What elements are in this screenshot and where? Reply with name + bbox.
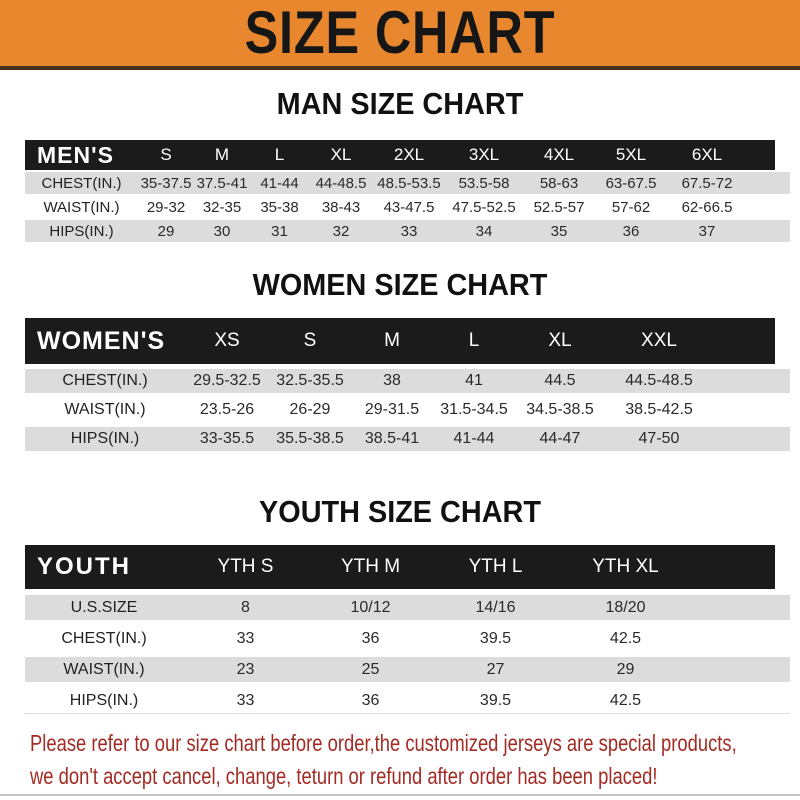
- row-label: CHEST(IN.): [61, 629, 147, 647]
- women-table-label: WOMEN'S: [37, 326, 166, 355]
- youth-hips-row: [25, 688, 790, 713]
- table-cell: 27: [486, 660, 505, 678]
- table-cell: 58-63: [539, 174, 579, 192]
- table-cell: 10/12: [350, 598, 391, 616]
- table-cell: 33-35.5: [199, 430, 255, 447]
- men-column-header: S: [160, 145, 172, 164]
- table-cell: 33: [236, 629, 255, 647]
- women-chest-row: [25, 369, 790, 393]
- men-size-table: [25, 140, 790, 242]
- row-label: CHEST(IN.): [62, 372, 148, 389]
- men-column-header: L: [274, 145, 285, 164]
- table-cell: 39.5: [479, 629, 512, 647]
- men-column-header: 4XL: [543, 145, 575, 164]
- table-cell: 35: [550, 222, 568, 240]
- banner: [0, 0, 800, 70]
- men-table-header-row: [25, 140, 775, 170]
- row-label: WAIST(IN.): [63, 660, 145, 678]
- bottom-divider: [0, 794, 800, 796]
- table-cell: 36: [622, 222, 640, 240]
- youth-waist-row: [25, 657, 790, 682]
- table-cell: 47.5-52.5: [452, 198, 516, 216]
- table-cell: 44.5-48.5: [625, 372, 693, 389]
- men-section-heading: MAN SIZE CHART: [276, 86, 524, 121]
- table-cell: 42.5: [609, 691, 642, 709]
- table-cell: 38.5-41: [364, 430, 420, 447]
- table-cell: 31: [271, 222, 288, 240]
- table-cell: 67.5-72: [681, 174, 733, 192]
- table-cell: 34.5-38.5: [526, 401, 594, 418]
- table-cell: 57-62: [611, 198, 651, 216]
- men-chest-row: [25, 172, 790, 194]
- table-cell: 42.5: [609, 629, 642, 647]
- table-cell: 44-47: [539, 430, 581, 447]
- women-table-header-row: [25, 318, 775, 364]
- youth-column-header: YTH M: [340, 556, 401, 577]
- row-label: U.S.SIZE: [70, 598, 138, 616]
- women-column-header: S: [303, 330, 317, 351]
- table-cell: 36: [361, 629, 380, 647]
- table-cell: 62-66.5: [681, 198, 733, 216]
- table-cell: 34: [475, 222, 493, 240]
- women-column-header: XL: [548, 330, 572, 351]
- table-cell: 41-44: [453, 430, 495, 447]
- women-hips-row: [25, 427, 790, 451]
- youth-chest-row: [25, 626, 790, 651]
- table-cell: 25: [361, 660, 380, 678]
- table-cell: 38.5-42.5: [625, 401, 693, 418]
- table-cell: 53.5-58: [458, 174, 510, 192]
- table-cell: 18/20: [605, 598, 646, 616]
- table-cell: 23: [236, 660, 255, 678]
- women-column-header: L: [468, 330, 480, 351]
- men-column-header: M: [214, 145, 230, 164]
- men-hips-row: [25, 220, 790, 242]
- men-column-header: 6XL: [691, 145, 723, 164]
- youth-table-label: YOUTH: [37, 553, 131, 580]
- women-column-header: XXL: [641, 330, 677, 351]
- men-table-label: MEN'S: [37, 141, 114, 168]
- table-cell: 38-43: [321, 198, 361, 216]
- table-cell: 44-48.5: [315, 174, 367, 192]
- women-section-heading: WOMEN SIZE CHART: [252, 267, 548, 302]
- table-cell: 26-29: [289, 401, 331, 418]
- table-cell: 43-47.5: [383, 198, 435, 216]
- table-cell: 41: [465, 372, 483, 389]
- youth-table-header-row: [25, 545, 775, 589]
- table-cell: 33: [400, 222, 418, 240]
- row-label: WAIST(IN.): [64, 401, 146, 418]
- men-column-header: 3XL: [468, 145, 500, 164]
- table-cell: 52.5-57: [533, 198, 585, 216]
- youth-section-heading: YOUTH SIZE CHART: [259, 494, 541, 529]
- row-label: WAIST(IN.): [43, 198, 120, 216]
- table-cell: 29: [616, 660, 635, 678]
- table-cell: 37.5-41: [196, 174, 248, 192]
- table-cell: 30: [213, 222, 231, 240]
- men-column-header: 2XL: [393, 145, 425, 164]
- women-waist-row: [25, 398, 790, 422]
- table-cell: 14/16: [475, 598, 516, 616]
- youth-size-table: [25, 545, 790, 714]
- table-cell: 29: [157, 222, 175, 240]
- row-label: HIPS(IN.): [70, 430, 140, 447]
- table-cell: 29.5-32.5: [193, 372, 261, 389]
- table-cell: 48.5-53.5: [377, 174, 441, 192]
- table-cell: 31.5-34.5: [440, 401, 508, 418]
- disclaimer-line-1: Please refer to our size chart before order,the customized jerseys are special products,: [30, 730, 737, 756]
- row-label: CHEST(IN.): [41, 174, 122, 192]
- table-cell: 33: [236, 691, 255, 709]
- page-title: SIZE CHART: [244, 0, 556, 66]
- table-cell: 41-44: [260, 174, 299, 192]
- table-cell: 47-50: [638, 430, 680, 447]
- table-cell: 63-67.5: [605, 174, 657, 192]
- table-cell: 35-37.5: [140, 174, 192, 192]
- table-cell: 29-31.5: [364, 401, 420, 418]
- women-size-table: [25, 318, 790, 451]
- men-waist-row: [25, 196, 790, 218]
- disclaimer-line-2: we don't accept cancel, change, teturn or refund after order has been placed!: [30, 763, 658, 789]
- disclaimer-note: [30, 727, 800, 793]
- table-cell: 37: [698, 222, 716, 240]
- row-label: HIPS(IN.): [69, 691, 139, 709]
- table-cell: 35-38: [260, 198, 299, 216]
- youth-column-header: YTH L: [468, 556, 523, 577]
- women-column-header: XS: [214, 330, 240, 351]
- table-cell: 36: [361, 691, 380, 709]
- youth-column-header: YTH S: [217, 556, 274, 577]
- row-label: HIPS(IN.): [49, 222, 114, 240]
- youth-ussize-row: [25, 595, 790, 620]
- table-cell: 29-32: [146, 198, 186, 216]
- table-cell: 8: [241, 598, 250, 616]
- youth-column-header: YTH XL: [592, 556, 659, 577]
- table-cell: 44.5: [544, 372, 576, 389]
- table-cell: 32.5-35.5: [276, 372, 344, 389]
- women-column-header: M: [384, 330, 400, 351]
- table-cell: 35.5-38.5: [276, 430, 344, 447]
- table-cell: 39.5: [479, 691, 512, 709]
- table-cell: 38: [383, 372, 401, 389]
- table-cell: 32: [332, 222, 350, 240]
- table-cell: 32-35: [202, 198, 242, 216]
- table-cell: 23.5-26: [199, 401, 255, 418]
- men-column-header: XL: [330, 145, 352, 164]
- men-column-header: 5XL: [615, 145, 647, 164]
